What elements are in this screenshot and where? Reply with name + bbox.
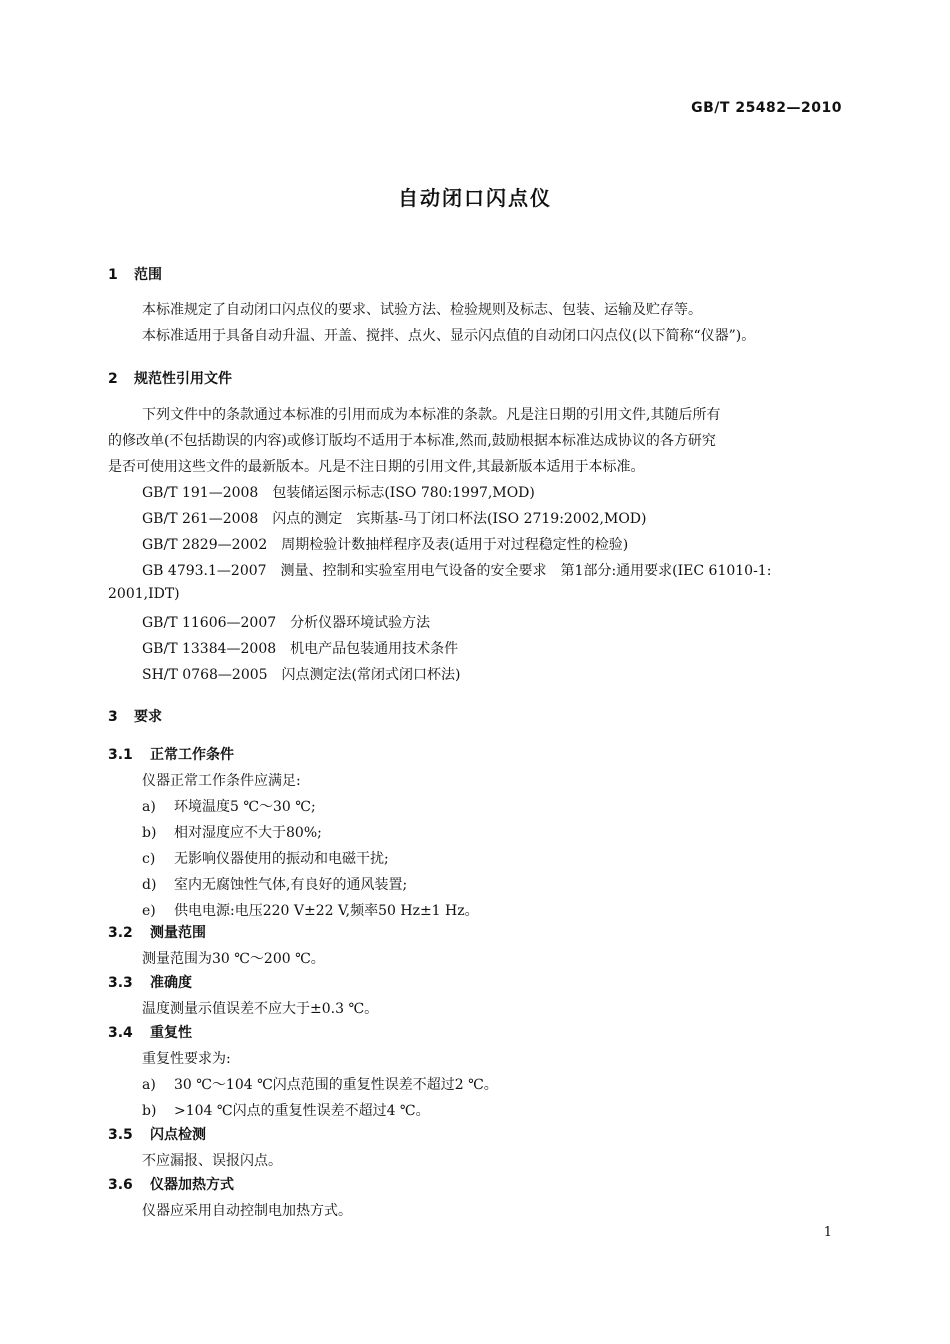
section-2-paragraph-line-1: 下列文件中的条款通过本标准的引用而成为本标准的条款。凡是注日期的引用文件,其随后所有 [142,407,721,423]
list-item-text: 无影响仪器使用的振动和电磁干扰; [174,851,389,867]
subsection-3-4-heading [108,1022,844,1042]
subsection-number: 3.4 [108,1025,133,1041]
list-item [108,900,878,920]
section-1-paragraph-1: 本标准规定了自动闭口闪点仪的要求、试验方法、检验规则及标志、包装、运输及贮存等。 [142,302,702,318]
list-item [108,848,878,868]
reference-item: GB/T 11606—2007 分析仪器环境试验方法 [142,615,431,631]
section-1-paragraph-2: 本标准适用于具备自动升温、开盖、搅拌、点火、显示闪点值的自动闭口闪点仪(以下简称“仪器”)。 [142,328,756,344]
reference-item: GB/T 191—2008 包装储运图示标志(ISO 780:1997,MOD) [142,485,535,501]
subsection-title: 重复性 [150,1025,192,1041]
section-1-heading [108,264,844,284]
section-number: 1 [108,267,118,283]
subsection-number: 3.2 [108,925,133,941]
subsection-title: 准确度 [150,975,192,991]
list-item [108,822,878,842]
subsection-number: 3.1 [108,747,133,763]
section-number: 3 [108,709,118,725]
list-item-text: 室内无腐蚀性气体,有良好的通风装置; [174,877,408,893]
subsection-number: 3.5 [108,1127,133,1143]
section-title: 范围 [134,267,162,283]
list-item-text: 环境温度5 ℃～30 ℃; [174,799,316,815]
reference-item: GB/T 13384—2008 机电产品包装通用技术条件 [142,641,459,657]
document-title: 自动闭口闪点仪 [398,186,552,210]
subsection-3-4-intro: 重复性要求为: [142,1051,231,1067]
list-item-label: a) [142,1077,156,1093]
subsection-title: 仪器加热方式 [150,1177,234,1193]
subsection-3-2-text: 测量范围为30 ℃～200 ℃。 [142,951,325,967]
reference-item: GB/T 2829—2002 周期检验计数抽样程序及表(适用于对过程稳定性的检验) [142,537,629,553]
section-title: 规范性引用文件 [134,371,232,387]
list-item [108,1100,878,1120]
list-item-text: 30 ℃～104 ℃闪点范围的重复性误差不超过2 ℃。 [174,1077,498,1093]
subsection-3-1-intro: 仪器正常工作条件应满足: [142,773,301,789]
section-3-heading [108,706,844,726]
section-2-paragraph-line-3: 是否可使用这些文件的最新版本。凡是不注日期的引用文件,其最新版本适用于本标准。 [108,459,645,475]
reference-item: GB/T 261—2008 闪点的测定 宾斯基-马丁闭口杯法(ISO 2719:2002,MOD) [142,511,647,527]
section-2-paragraph-line-2: 的修改单(不包括勘误的内容)或修订版均不适用于本标准,然而,鼓励根据本标准达成协议的各方研究 [108,433,716,449]
subsection-3-6-text: 仪器应采用自动控制电加热方式。 [142,1203,352,1219]
subsection-number: 3.6 [108,1177,133,1193]
subsection-3-6-heading [108,1174,844,1194]
section-title: 要求 [134,709,162,725]
subsection-3-1-heading [108,744,844,764]
subsection-3-2-heading [108,922,844,942]
subsection-3-5-text: 不应漏报、误报闪点。 [142,1153,282,1169]
reference-item: SH/T 0768—2005 闪点测定法(常闭式闭口杯法) [142,667,461,683]
subsection-title: 闪点检测 [150,1127,206,1143]
reference-item-continuation: 2001,IDT) [108,586,180,602]
reference-item: GB 4793.1—2007 测量、控制和实验室用电气设备的安全要求 第1部分:通用要求(IEC 61010-1: [142,563,772,579]
list-item-label: e) [142,903,156,919]
list-item [108,874,878,894]
standard-number: GB/T 25482—2010 [691,100,842,116]
section-2-heading [108,368,844,388]
subsection-number: 3.3 [108,975,133,991]
list-item-label: b) [142,825,157,841]
section-number: 2 [108,371,118,387]
subsection-title: 正常工作条件 [150,747,234,763]
list-item-label: b) [142,1103,157,1119]
list-item-text: >104 ℃闪点的重复性误差不超过4 ℃。 [174,1103,430,1119]
list-item-text: 供电电源:电压220 V±22 V,频率50 Hz±1 Hz。 [174,903,479,919]
list-item-label: c) [142,851,156,867]
list-item-label: a) [142,799,156,815]
subsection-3-3-heading [108,972,844,992]
subsection-title: 测量范围 [150,925,206,941]
list-item-text: 相对湿度应不大于80%; [174,825,322,841]
subsection-3-5-heading [108,1124,844,1144]
list-item-label: d) [142,877,157,893]
list-item [108,796,878,816]
page-number: 1 [823,1225,832,1240]
list-item [108,1074,878,1094]
subsection-3-3-text: 温度测量示值误差不应大于±0.3 ℃。 [142,1001,379,1017]
